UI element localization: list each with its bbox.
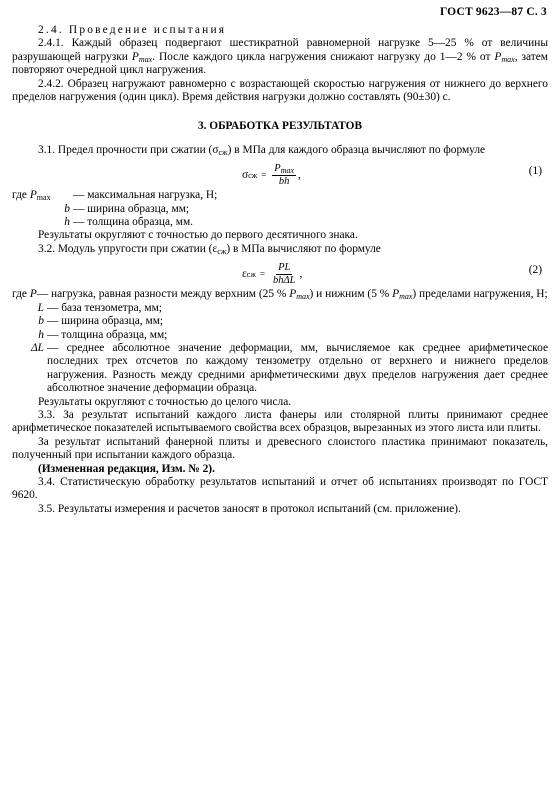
formula-lhs: ε <box>242 268 247 281</box>
pmax-symbol <box>392 288 412 300</box>
text-fragment: — нагрузка, равная разности между верхним (25 % <box>36 288 290 301</box>
formula-2-expression: ε сж = $\frac{PL}{\text{bhΔL}}$ , <box>242 262 303 287</box>
subsection-title-2-4: 2.4. Проведение испытания <box>38 24 227 36</box>
definition-symbol <box>12 288 37 301</box>
subscript: сж <box>217 246 227 256</box>
symbol-sub: max <box>399 292 413 302</box>
fraction-numerator: PL <box>278 262 291 274</box>
symbol: P <box>392 288 400 301</box>
text-fragment: 2.4.1. Каждый образец подвергают шестикратной равномерной нагрузке 5—25 % от величины разрушающей нагрузки <box>12 37 548 63</box>
symbol: P <box>29 189 37 202</box>
page-header: ГОСТ 9623—87 С. 3 <box>439 6 547 18</box>
text-fragment: ) в МПа для каждого образца вычисляют по формуле <box>227 143 486 156</box>
where-word: где <box>12 189 27 202</box>
text-fragment: 3.1. Предел прочности при сжатии (σ <box>38 143 219 156</box>
paragraph-3-1 <box>12 144 548 157</box>
text-fragment: . После каждого цикла нагружения снижают нагрузку до 1—2 % от <box>152 50 495 63</box>
numerator-sub: max <box>280 166 295 176</box>
definition-text <box>37 288 548 301</box>
formula-lhs: σ <box>242 169 249 182</box>
definition-text: — толщина образца, мм. <box>73 216 194 229</box>
rounding-note-2: Результаты округляют с точностью до целого числа. <box>38 395 292 408</box>
definition-text: — толщина образца, мм; <box>47 328 168 341</box>
symbol-sub: max <box>36 193 51 203</box>
definition-row <box>12 315 548 328</box>
definition-symbol: ΔL <box>30 341 44 354</box>
pmax-symbol <box>289 288 309 300</box>
definition-row <box>12 189 548 202</box>
text-fragment: ) пределами нагружения, Н; <box>412 288 548 301</box>
pmax-symbol: $P_{max}$ <box>494 50 515 64</box>
paragraph-3-4: 3.4. Статистическую обработку результатов испытаний и отчет об испытаниях производят по ГОСТ 9620. <box>12 475 548 502</box>
paragraph-3-3-b: За результат испытаний фанерной плиты и древесного слоистого пластика принимают показатель, полученный при испытании каждого образца. <box>12 435 548 462</box>
paragraph-3-2 <box>12 243 548 256</box>
definition-text: — база тензометра, мм; <box>47 301 162 314</box>
formula-tail: , <box>299 268 303 281</box>
formula-2 <box>12 256 548 288</box>
fraction <box>271 262 298 287</box>
symbol-sub: max <box>296 292 310 302</box>
definition-row <box>12 203 548 216</box>
paragraph-2-4-1 <box>12 37 548 77</box>
equals-sign: = <box>259 269 265 280</box>
definition-symbol: h <box>64 216 70 229</box>
rounding-note-1: Результаты округляют с точностью до первого десятичного знака. <box>38 229 358 242</box>
subscript: сж <box>218 147 228 157</box>
definition-symbol <box>12 189 70 202</box>
paragraph-3-3: 3.3. За результат испытаний каждого листа фанеры или столярной плиты принимают среднее арифметическое показателей испытываемого свойства всех образцов, вырезанных из этого листа или плиты. <box>12 408 548 435</box>
definition-row <box>12 302 548 315</box>
edit-note: (Измененная редакция, Изм. № 2). <box>38 462 215 475</box>
definition-row <box>12 329 548 342</box>
equation-number-1: (1) <box>528 165 542 178</box>
where-list-1 <box>12 189 548 229</box>
fraction-denominator: bh <box>278 176 290 188</box>
symbol: P <box>289 288 297 301</box>
definition-symbol: h <box>38 328 44 341</box>
definition-text: — среднее абсолютное значение деформации, мм, вычисляемое как среднее арифметическое последних трех отсчетов по каждому тензометру отдельно от верхнего и нижнего пределов нагружения. Разность между средними арифметическими двух пределов нагружения дает среднее абсолютное значение деформации образца. <box>47 341 548 395</box>
equation-number-2: (2) <box>528 264 542 277</box>
formula-1 <box>12 157 548 189</box>
where-list-2-first <box>12 288 548 301</box>
fraction-denominator: bhΔL <box>272 275 296 287</box>
text-fragment: ) в МПа вычисляют по формуле <box>226 242 381 255</box>
definition-text: — ширина образца, мм; <box>47 315 164 328</box>
pmax-symbol: $P_{max}$ <box>131 50 153 64</box>
fraction-numerator <box>272 163 296 176</box>
symbol: P <box>29 288 37 301</box>
definition-text: — ширина образца, мм; <box>73 202 190 215</box>
formula-1-expression: σ сж = $\frac{P_{max}}{bh}$ , <box>242 163 301 188</box>
equals-sign: = <box>261 170 267 181</box>
paragraph-3-5: 3.5. Результаты измерения и расчетов заносят в протокол испытаний (см. приложение). <box>38 502 461 515</box>
section-heading-3: 3. ОБРАБОТКА РЕЗУЛЬТАТОВ <box>198 120 362 133</box>
definition-symbol: b <box>64 202 70 215</box>
formula-tail: , <box>298 169 301 182</box>
definition-symbol: b <box>38 315 44 328</box>
definition-row <box>12 216 548 229</box>
text-fragment: , затем повторяют очередной цикл нагружения. <box>12 50 548 77</box>
document-body <box>12 24 548 516</box>
fraction <box>272 163 296 188</box>
definition-symbol: L <box>37 301 44 314</box>
numerator-symbol: P <box>274 163 281 175</box>
text-fragment: 3.2. Модуль упругости при сжатии (ε <box>38 242 218 255</box>
definition-row <box>12 342 548 396</box>
where-word: где <box>12 288 27 301</box>
text-fragment: ) и нижним (5 % <box>309 288 393 301</box>
paragraph-2-4-2: 2.4.2. Образец нагружают равномерно с возрастающей скоростью нагружения от нижнего до верхнего пределов нагружения (один цикл). Время действия нагрузки должно составлять (90±30) с. <box>12 77 548 104</box>
definition-text: — максимальная нагрузка, Н; <box>73 189 218 202</box>
